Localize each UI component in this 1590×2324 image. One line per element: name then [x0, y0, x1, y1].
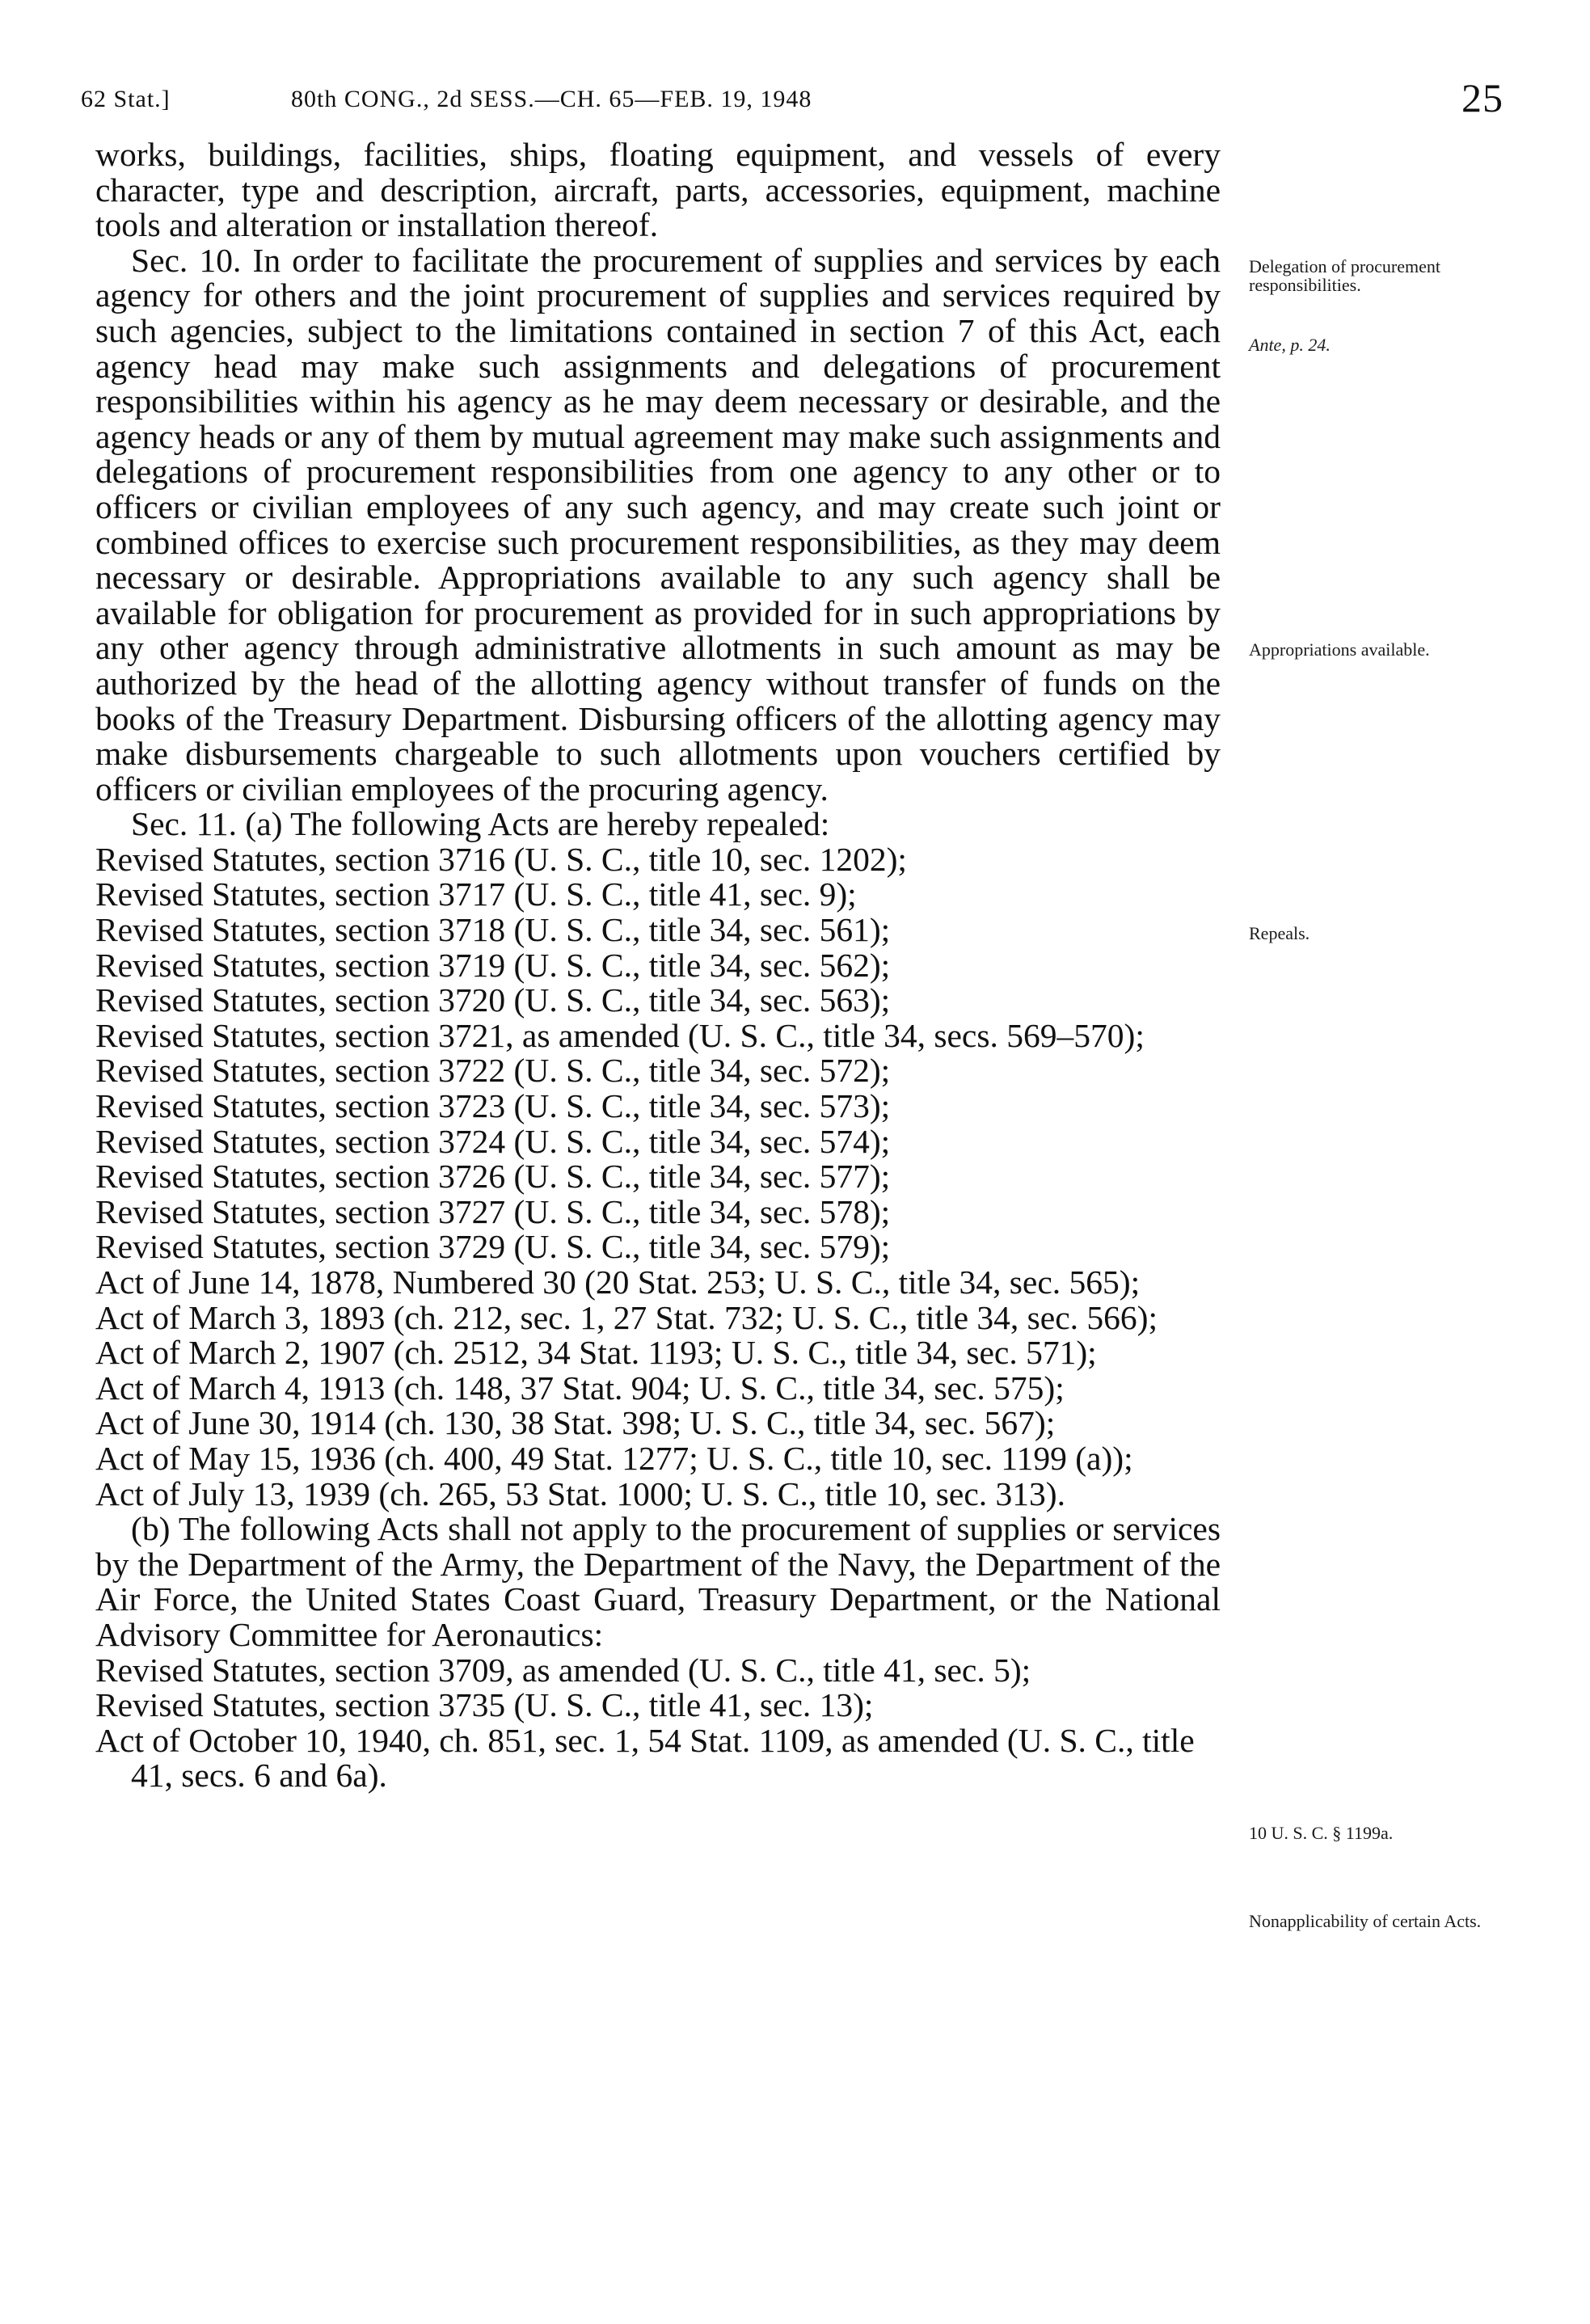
list-item: Revised Statutes, section 3719 (U. S. C., title 34, sec. 562);	[95, 946, 891, 984]
margin-note-delegation: Delegation of procurement responsibilities.	[1249, 256, 1441, 295]
nonapplicable-acts-list	[95, 1653, 1221, 1794]
list-item: Act of May 15, 1936 (ch. 400, 49 Stat. 1277; U. S. C., title 10, sec. 1199 (a));	[95, 1439, 1133, 1477]
repealed-acts-list	[95, 842, 1221, 1512]
list-item: Act of March 2, 1907 (ch. 2512, 34 Stat. 1193; U. S. C., title 34, sec. 571);	[95, 1334, 1097, 1372]
list-item: Revised Statutes, section 3727 (U. S. C., title 34, sec. 578);	[95, 1192, 891, 1230]
list-item: Revised Statutes, section 3720 (U. S. C., title 34, sec. 563);	[95, 981, 891, 1019]
list-item: Revised Statutes, section 3722 (U. S. C., title 34, sec. 572);	[95, 1052, 891, 1090]
list-item: Act of March 3, 1893 (ch. 212, sec. 1, 27 Stat. 732; U. S. C., title 34, sec. 566);	[95, 1298, 1158, 1336]
list-item: Revised Statutes, section 3726 (U. S. C., title 34, sec. 577);	[95, 1158, 891, 1196]
section-11b-intro: (b) The following Acts shall not apply to the procurement of supplies or services by the Department of the Army, the Department of the Navy, the Department of the Air Force, the United States Coast Guard, Treasury Department, or the National Advisory Committee for Aeronautics:	[95, 1510, 1221, 1653]
header-congress-session: 80th CONG., 2d SESS.—CH. 65—FEB. 19, 1948	[291, 86, 812, 112]
margin-note-repeals: Repeals.	[1249, 923, 1310, 943]
list-item: Revised Statutes, section 3716 (U. S. C., title 10, sec. 1202);	[95, 840, 907, 878]
list-item: Revised Statutes, section 3735 (U. S. C., title 41, sec. 13);	[95, 1686, 874, 1724]
page-number: 25	[1461, 75, 1504, 120]
list-item: Act of June 14, 1878, Numbered 30 (20 Stat. 253; U. S. C., title 34, sec. 565);	[95, 1263, 1141, 1301]
margin-note-appropriations: Appropriations available.	[1249, 639, 1430, 660]
opening-paragraph: works, buildings, facilities, ships, floating equipment, and vessels of every character, type and description, aircraft, parts, accessories, equipment, machine tools and alteration or installation thereof.	[95, 136, 1221, 244]
list-item: Act of October 10, 1940, ch. 851, sec. 1, 54 Stat. 1109, as amended (U. S. C., title 41, secs. 6 and 6a).	[95, 1721, 1195, 1795]
section-10-paragraph: Sec. 10. In order to facilitate the procurement of supplies and services by each agency for others and the joint procurement of supplies and services required by such agencies, subject to the limitations contained in section 7 of this Act, each agency head may make such assignments and delegations of procurement responsibilities within his agency as he may deem necessary or desirable, and the agency heads or any of them by mutual agreement may make such assignments and delegations of procurement responsibilities from one agency to any other or to officers or civilian employees of any such agency, and may create such joint or combined offices to exercise such procurement responsibilities, as they may deem necessary or desirable. Appropriations available to any such agency shall be available for obligation for procurement as provided for in such appropriations by any other agency through administrative allotments in such amount as may be authorized by the head of the allotting agency without transfer of funds on the books of the Treasury Department. Disbursing officers of the allotting agency may make disbursements chargeable to such allotments upon vouchers certified by officers or civilian employees of the procuring agency.	[95, 241, 1221, 808]
margin-note-usc-ref: 10 U. S. C. § 1199a.	[1249, 1823, 1394, 1843]
list-item: Revised Statutes, section 3723 (U. S. C., title 34, sec. 573);	[95, 1087, 891, 1125]
list-item: Act of March 4, 1913 (ch. 148, 37 Stat. 904; U. S. C., title 34, sec. 575);	[95, 1369, 1065, 1407]
page-header	[81, 75, 1504, 126]
margin-note-nonapplicability: Nonapplicability of certain Acts.	[1249, 1911, 1482, 1931]
list-item: Revised Statutes, section 3717 (U. S. C., title 41, sec. 9);	[95, 875, 857, 913]
main-text-column	[95, 137, 1221, 1794]
list-item: Revised Statutes, section 3729 (U. S. C., title 34, sec. 579);	[95, 1228, 891, 1266]
list-item: Revised Statutes, section 3721, as amended (U. S. C., title 34, secs. 569–570);	[95, 1016, 1145, 1054]
list-item: Revised Statutes, section 3724 (U. S. C., title 34, sec. 574);	[95, 1122, 891, 1160]
margin-note-ante: Ante, p. 24.	[1249, 335, 1331, 355]
section-11a-intro: Sec. 11. (a) The following Acts are hereby repealed:	[131, 805, 830, 843]
header-statute-ref: 62 Stat.]	[81, 86, 171, 112]
list-item: Act of July 13, 1939 (ch. 265, 53 Stat. 1000; U. S. C., title 10, sec. 313).	[95, 1474, 1065, 1512]
list-item: Act of June 30, 1914 (ch. 130, 38 Stat. 398; U. S. C., title 34, sec. 567);	[95, 1404, 1056, 1442]
list-item: Revised Statutes, section 3718 (U. S. C., title 34, sec. 561);	[95, 911, 891, 949]
list-item: Revised Statutes, section 3709, as amended (U. S. C., title 41, sec. 5);	[95, 1651, 1031, 1689]
